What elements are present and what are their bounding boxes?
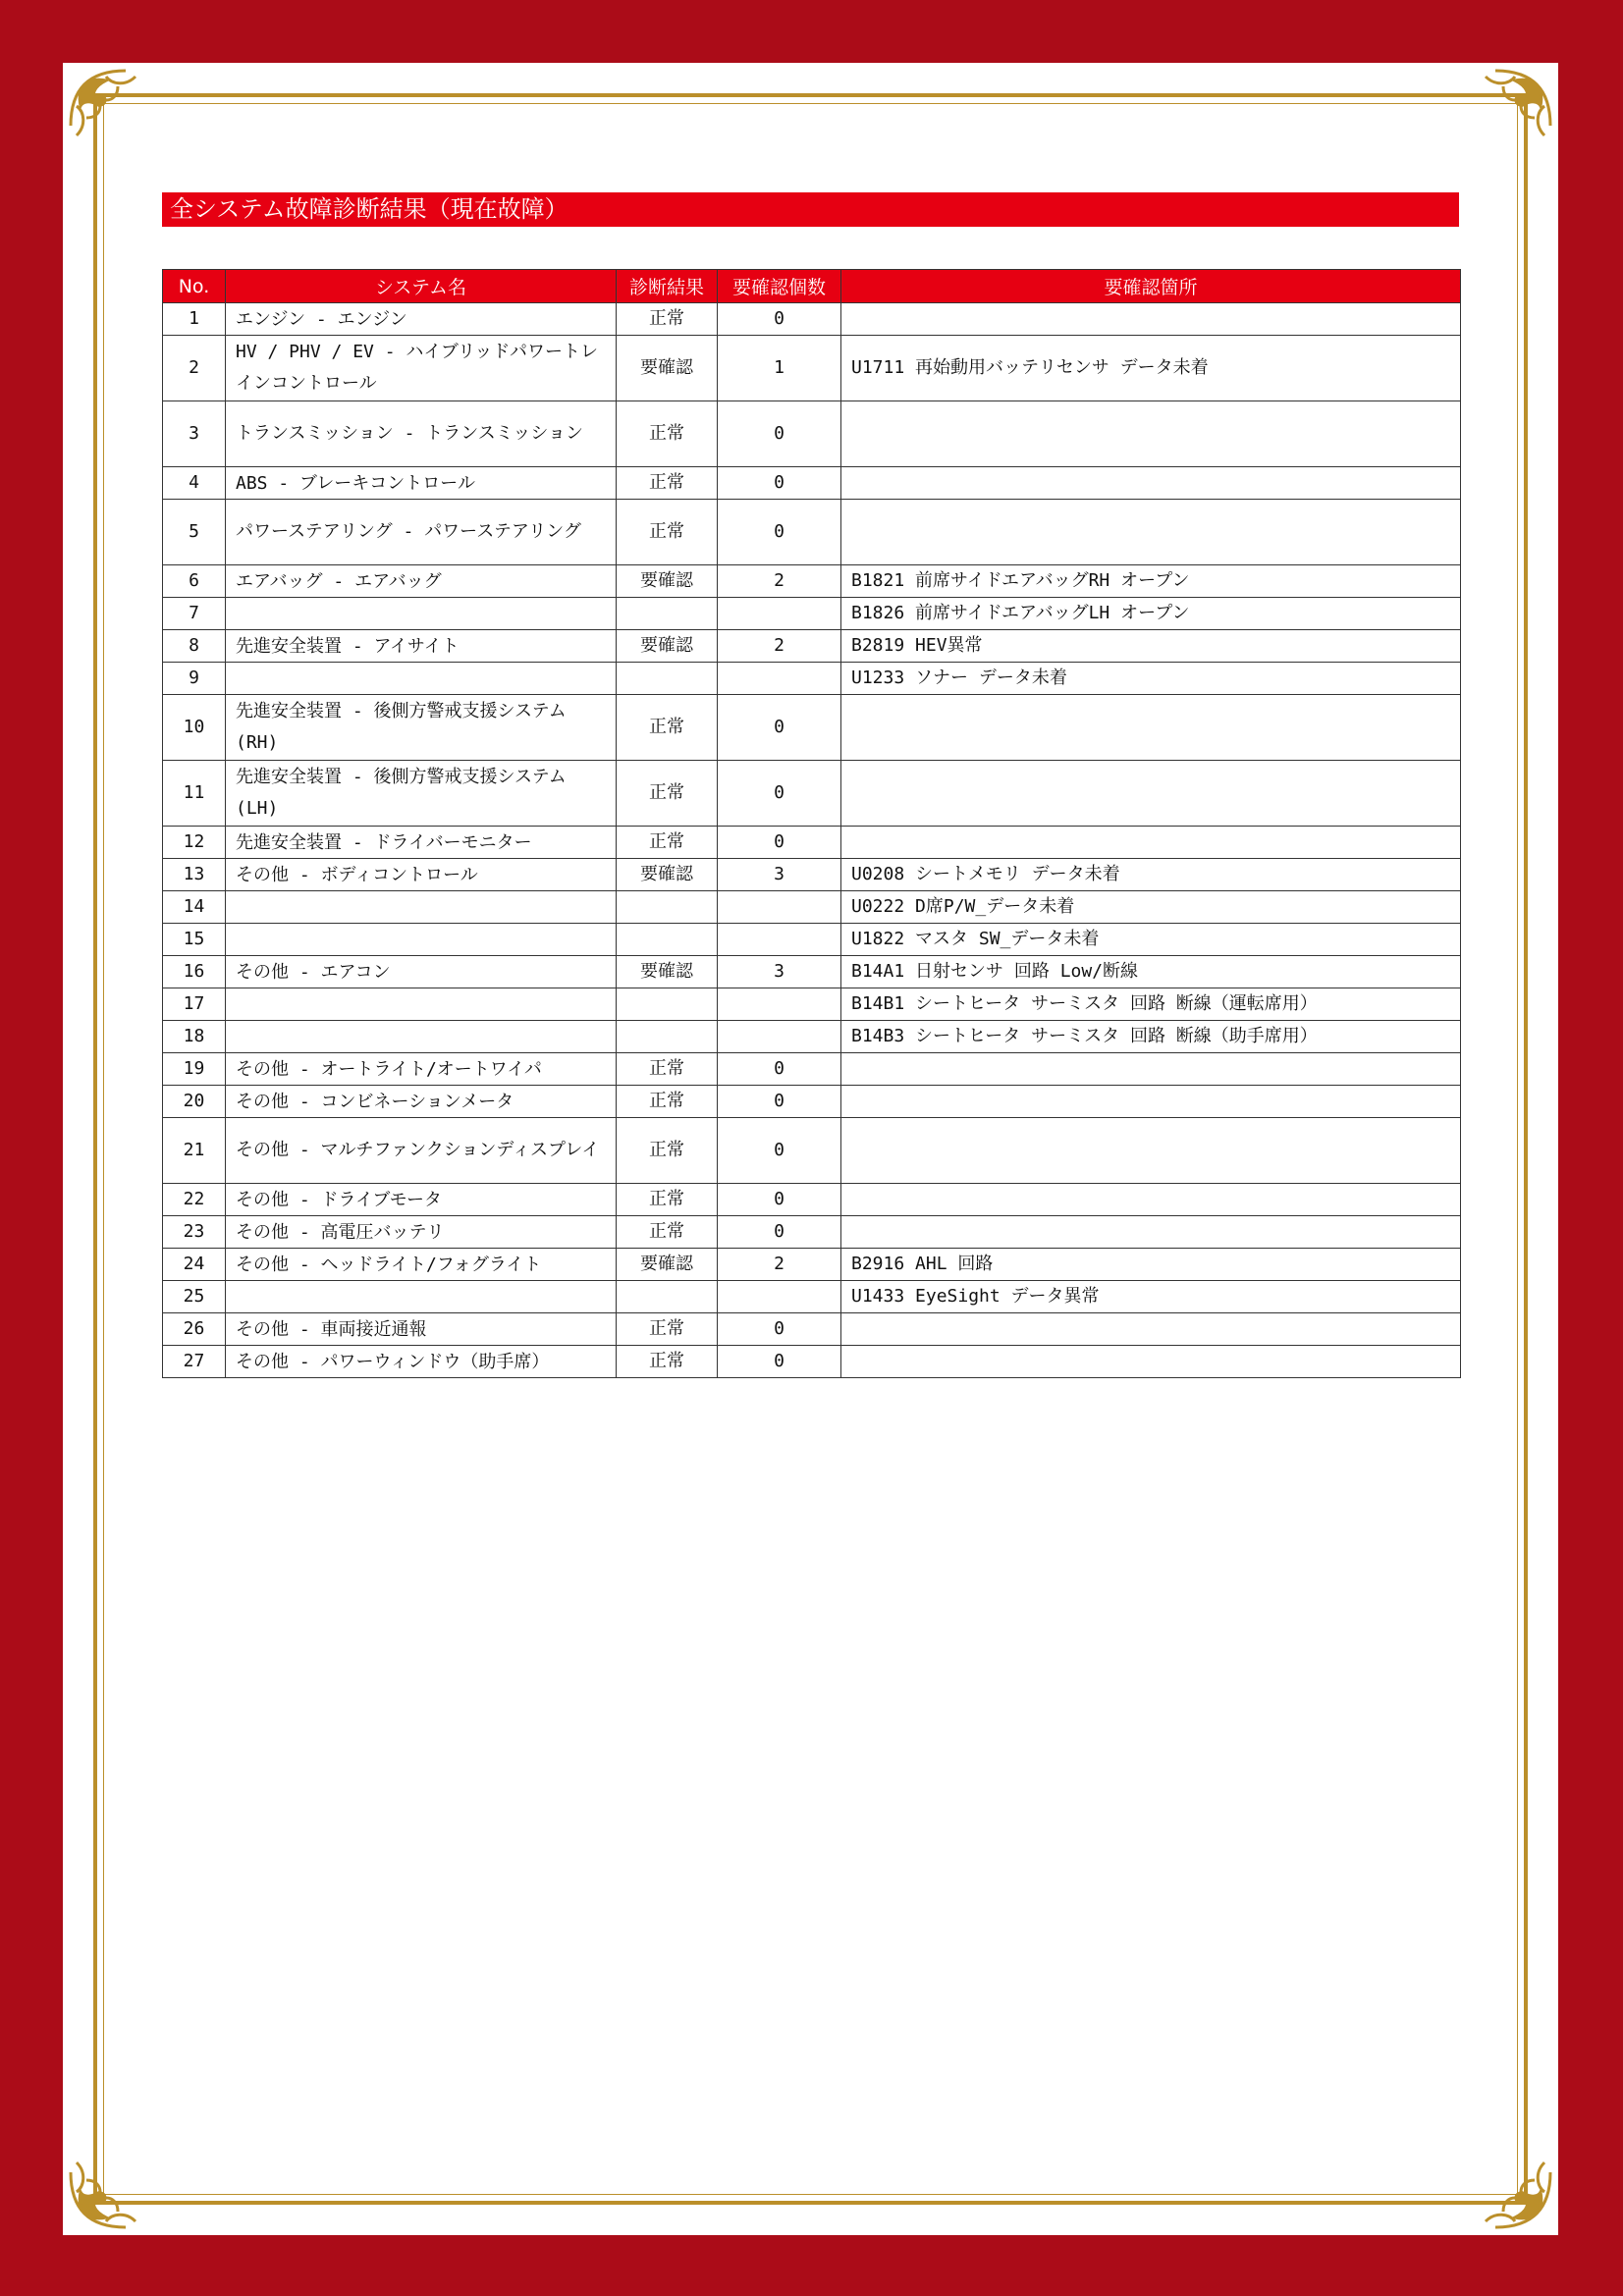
row-location: U1711 再始動用バッテリセンサ データ未着 <box>841 336 1461 401</box>
corner-ornament-icon <box>67 2133 165 2231</box>
row-location <box>841 1118 1461 1184</box>
row-result: 正常 <box>617 761 718 827</box>
row-location: B2916 AHL 回路 <box>841 1249 1461 1281</box>
row-count <box>718 1281 841 1313</box>
row-count: 0 <box>718 1118 841 1184</box>
table-row <box>163 663 1461 695</box>
corner-ornament-icon <box>67 67 165 165</box>
table-row <box>163 630 1461 663</box>
row-location: B2819 HEV異常 <box>841 630 1461 663</box>
row-system: 先進安全装置 - 後側方警戒支援システム(RH) <box>226 695 617 761</box>
row-result: 要確認 <box>617 336 718 401</box>
row-location: U0208 シートメモリ データ未着 <box>841 859 1461 891</box>
row-location <box>841 827 1461 859</box>
row-system <box>226 924 617 956</box>
row-count: 2 <box>718 630 841 663</box>
row-result <box>617 924 718 956</box>
row-count: 3 <box>718 956 841 988</box>
row-result: 正常 <box>617 827 718 859</box>
row-count: 0 <box>718 1086 841 1118</box>
diagnosis-table <box>162 269 1461 1378</box>
row-system: その他 - エアコン <box>226 956 617 988</box>
row-no: 10 <box>163 695 226 761</box>
row-location <box>841 1313 1461 1346</box>
row-system: エアバッグ - エアバッグ <box>226 565 617 598</box>
table-row <box>163 1021 1461 1053</box>
row-result <box>617 663 718 695</box>
row-no: 3 <box>163 401 226 467</box>
row-location <box>841 761 1461 827</box>
row-count: 0 <box>718 827 841 859</box>
row-count <box>718 988 841 1021</box>
row-result <box>617 1021 718 1053</box>
row-count: 0 <box>718 303 841 336</box>
row-system: 先進安全装置 - 後側方警戒支援システム(LH) <box>226 761 617 827</box>
row-result: 要確認 <box>617 1249 718 1281</box>
row-count: 0 <box>718 761 841 827</box>
table-row <box>163 924 1461 956</box>
row-count: 0 <box>718 1216 841 1249</box>
row-location <box>841 1184 1461 1216</box>
row-count: 0 <box>718 1313 841 1346</box>
row-result: 正常 <box>617 500 718 565</box>
row-count <box>718 924 841 956</box>
row-no: 4 <box>163 467 226 500</box>
table-row <box>163 598 1461 630</box>
row-system: その他 - ヘッドライト/フォグライト <box>226 1249 617 1281</box>
header-no: No. <box>163 270 226 303</box>
table-row <box>163 1216 1461 1249</box>
row-count: 2 <box>718 1249 841 1281</box>
row-no: 22 <box>163 1184 226 1216</box>
row-no: 1 <box>163 303 226 336</box>
row-count: 0 <box>718 467 841 500</box>
header-count: 要確認個数 <box>718 270 841 303</box>
row-location <box>841 500 1461 565</box>
row-no: 7 <box>163 598 226 630</box>
row-location: U1822 マスタ SW_データ未着 <box>841 924 1461 956</box>
row-result: 正常 <box>617 1086 718 1118</box>
row-count: 0 <box>718 695 841 761</box>
row-result: 正常 <box>617 467 718 500</box>
row-count: 0 <box>718 401 841 467</box>
row-no: 23 <box>163 1216 226 1249</box>
row-no: 13 <box>163 859 226 891</box>
row-result: 要確認 <box>617 859 718 891</box>
row-result: 正常 <box>617 1313 718 1346</box>
row-location: B1821 前席サイドエアバッグRH オープン <box>841 565 1461 598</box>
row-system: その他 - パワーウィンドウ（助手席） <box>226 1346 617 1378</box>
table-row <box>163 1053 1461 1086</box>
table-row <box>163 500 1461 565</box>
row-no: 26 <box>163 1313 226 1346</box>
row-no: 8 <box>163 630 226 663</box>
row-location: B14A1 日射センサ 回路 Low/断線 <box>841 956 1461 988</box>
row-system: その他 - コンビネーションメータ <box>226 1086 617 1118</box>
row-result: 正常 <box>617 695 718 761</box>
row-system <box>226 891 617 924</box>
row-system: その他 - オートライト/オートワイパ <box>226 1053 617 1086</box>
table-row <box>163 565 1461 598</box>
row-count: 3 <box>718 859 841 891</box>
row-no: 25 <box>163 1281 226 1313</box>
row-result: 要確認 <box>617 630 718 663</box>
header-location: 要確認箇所 <box>841 270 1461 303</box>
row-no: 5 <box>163 500 226 565</box>
header-result: 診断結果 <box>617 270 718 303</box>
row-result: 正常 <box>617 1346 718 1378</box>
row-result: 要確認 <box>617 565 718 598</box>
row-no: 20 <box>163 1086 226 1118</box>
row-result <box>617 988 718 1021</box>
row-location <box>841 303 1461 336</box>
row-result: 正常 <box>617 1216 718 1249</box>
row-result: 正常 <box>617 1184 718 1216</box>
row-location <box>841 1216 1461 1249</box>
table-row <box>163 1118 1461 1184</box>
table-row <box>163 859 1461 891</box>
row-result: 正常 <box>617 303 718 336</box>
row-system: その他 - ドライブモータ <box>226 1184 617 1216</box>
row-count: 0 <box>718 1346 841 1378</box>
table-row <box>163 467 1461 500</box>
row-location: U1433 EyeSight データ異常 <box>841 1281 1461 1313</box>
row-no: 9 <box>163 663 226 695</box>
row-count <box>718 598 841 630</box>
row-no: 18 <box>163 1021 226 1053</box>
row-count: 1 <box>718 336 841 401</box>
table-row <box>163 1281 1461 1313</box>
row-no: 12 <box>163 827 226 859</box>
row-result: 要確認 <box>617 956 718 988</box>
table-row <box>163 827 1461 859</box>
row-no: 19 <box>163 1053 226 1086</box>
table-header-row <box>163 270 1461 303</box>
row-count: 2 <box>718 565 841 598</box>
corner-ornament-icon <box>1456 2133 1554 2231</box>
row-no: 16 <box>163 956 226 988</box>
row-system: その他 - 高電圧バッテリ <box>226 1216 617 1249</box>
row-system: その他 - マルチファンクションディスプレイ <box>226 1118 617 1184</box>
row-location: U1233 ソナー データ未着 <box>841 663 1461 695</box>
row-system <box>226 1021 617 1053</box>
table-row <box>163 336 1461 401</box>
row-location: B14B3 シートヒータ サーミスタ 回路 断線（助手席用） <box>841 1021 1461 1053</box>
row-count: 0 <box>718 500 841 565</box>
table-row <box>163 891 1461 924</box>
row-no: 15 <box>163 924 226 956</box>
row-count <box>718 663 841 695</box>
row-no: 14 <box>163 891 226 924</box>
row-location <box>841 1086 1461 1118</box>
table-row <box>163 1184 1461 1216</box>
row-system: 先進安全装置 - ドライバーモニター <box>226 827 617 859</box>
corner-ornament-icon <box>1456 67 1554 165</box>
row-system: トランスミッション - トランスミッション <box>226 401 617 467</box>
row-count: 0 <box>718 1184 841 1216</box>
row-location <box>841 467 1461 500</box>
row-system: HV / PHV / EV - ハイブリッドパワートレインコントロール <box>226 336 617 401</box>
table-row <box>163 303 1461 336</box>
row-result: 正常 <box>617 1053 718 1086</box>
row-system <box>226 663 617 695</box>
row-no: 21 <box>163 1118 226 1184</box>
table-row <box>163 1346 1461 1378</box>
row-location <box>841 1053 1461 1086</box>
row-no: 24 <box>163 1249 226 1281</box>
row-location: B14B1 シートヒータ サーミスタ 回路 断線（運転席用） <box>841 988 1461 1021</box>
row-system: エンジン - エンジン <box>226 303 617 336</box>
row-system <box>226 1281 617 1313</box>
row-system: その他 - 車両接近通報 <box>226 1313 617 1346</box>
row-location: U0222 D席P/W_データ未着 <box>841 891 1461 924</box>
row-no: 6 <box>163 565 226 598</box>
row-no: 17 <box>163 988 226 1021</box>
row-result <box>617 891 718 924</box>
row-location: B1826 前席サイドエアバッグLH オープン <box>841 598 1461 630</box>
table-row <box>163 761 1461 827</box>
row-result: 正常 <box>617 401 718 467</box>
header-system: システム名 <box>226 270 617 303</box>
row-no: 11 <box>163 761 226 827</box>
row-count <box>718 891 841 924</box>
row-system: パワーステアリング - パワーステアリング <box>226 500 617 565</box>
table-row <box>163 401 1461 467</box>
row-no: 2 <box>163 336 226 401</box>
table-row <box>163 1086 1461 1118</box>
row-system: 先進安全装置 - アイサイト <box>226 630 617 663</box>
table-row <box>163 695 1461 761</box>
table-row <box>163 988 1461 1021</box>
row-system: ABS - ブレーキコントロール <box>226 467 617 500</box>
row-result <box>617 598 718 630</box>
row-system <box>226 988 617 1021</box>
report-page <box>63 63 1558 2235</box>
row-system <box>226 598 617 630</box>
row-result: 正常 <box>617 1118 718 1184</box>
row-count <box>718 1021 841 1053</box>
row-location <box>841 401 1461 467</box>
table-row <box>163 1249 1461 1281</box>
row-result <box>617 1281 718 1313</box>
row-no: 27 <box>163 1346 226 1378</box>
row-system: その他 - ボディコントロール <box>226 859 617 891</box>
table-row <box>163 956 1461 988</box>
table-row <box>163 1313 1461 1346</box>
row-count: 0 <box>718 1053 841 1086</box>
row-location <box>841 695 1461 761</box>
section-title: 全システム故障診断結果（現在故障） <box>162 192 1459 227</box>
row-location <box>841 1346 1461 1378</box>
